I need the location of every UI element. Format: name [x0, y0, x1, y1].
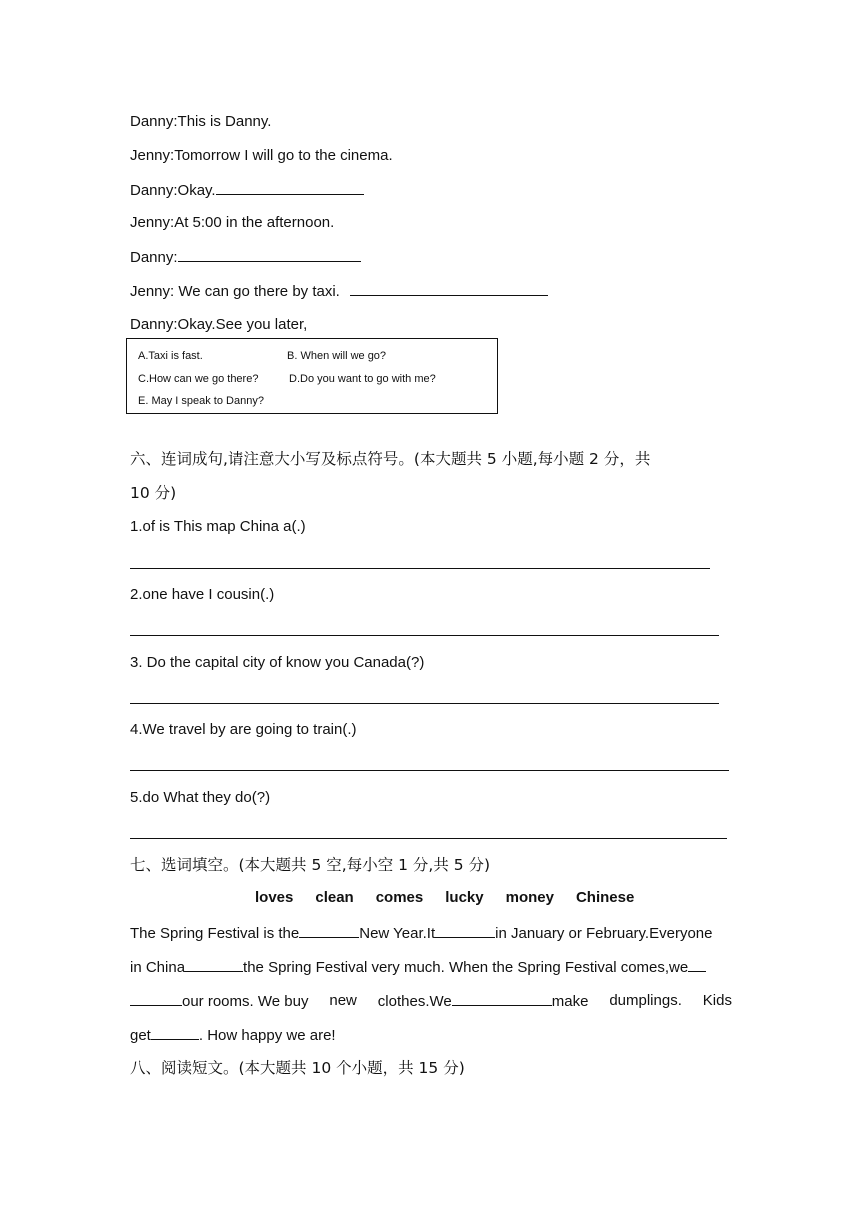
option-d: D.Do you want to go with me?: [289, 373, 436, 385]
dialogue-text: Danny:Okay.: [130, 182, 216, 199]
passage-text: get: [130, 1027, 151, 1044]
word-bank: [255, 889, 656, 906]
answer-blank[interactable]: [299, 923, 359, 938]
option-b: B. When will we go?: [287, 350, 387, 362]
answer-blank[interactable]: [688, 957, 706, 972]
sentence-item-1: 1.of is This map China a(.): [130, 518, 306, 535]
sentence-item-3: 3. Do the capital city of know you Canada(?): [130, 654, 425, 671]
sentence-item-4: 4.We travel by are going to train(.): [130, 721, 357, 738]
passage-text: make: [551, 993, 589, 1010]
dialogue-line-3: [130, 180, 364, 201]
sentence-item-2: 2.one have I cousin(.): [130, 586, 275, 603]
sentence-item-5: 5.do What they do(?): [130, 789, 271, 806]
dialogue-text: Jenny: We can go there by taxi.: [130, 283, 340, 300]
dialogue-line-5: [130, 247, 361, 268]
answer-blank[interactable]: [130, 991, 182, 1006]
passage-text: in China: [130, 959, 186, 976]
passage-text: . How happy we are!: [198, 1027, 336, 1044]
passage-text: dumplings.: [609, 992, 682, 1009]
dialogue-text: Jenny:At 5:00 in the afternoon.: [130, 214, 335, 231]
passage-line-1: [130, 923, 732, 944]
answer-blank[interactable]: [350, 281, 548, 296]
word-bank-item: clean: [315, 889, 354, 906]
option-e: E. May I speak to Danny?: [138, 395, 264, 407]
dialogue-line-6: [130, 281, 548, 302]
passage-text: The Spring Festival is the: [130, 925, 300, 942]
passage-text: Kids: [702, 992, 732, 1009]
answer-blank[interactable]: [435, 923, 495, 938]
passage-text: in January or February.Everyone: [495, 925, 713, 942]
section-6-heading-cont: 10 分): [130, 484, 177, 502]
passage-line-2: [130, 957, 732, 978]
passage-text: New Year.It: [359, 925, 436, 942]
dialogue-text: Danny:Okay.See you later,: [130, 316, 308, 333]
answer-blank[interactable]: [216, 180, 364, 195]
answer-line-5[interactable]: [130, 838, 727, 839]
dialogue-line-2: [130, 146, 393, 166]
dialogue-text: Danny:This is Danny.: [130, 113, 272, 130]
options-box: [126, 338, 498, 414]
answer-blank[interactable]: [178, 247, 361, 262]
dialogue-line-1: [130, 112, 271, 132]
dialogue-line-4: [130, 213, 334, 233]
passage-line-3: [130, 991, 732, 1012]
word-bank-item: lucky: [445, 889, 484, 906]
dialogue-text: Danny:: [130, 249, 178, 266]
option-a: A.Taxi is fast.: [138, 350, 203, 362]
dialogue-line-7: [130, 315, 307, 335]
answer-line-1[interactable]: [130, 568, 710, 569]
answer-line-4[interactable]: [130, 770, 729, 771]
section-7-heading: 七、选词填空。(本大题共 5 空,每小空 1 分,共 5 分): [130, 856, 491, 874]
word-bank-item: comes: [375, 889, 424, 906]
passage-line-4: [130, 1025, 336, 1046]
passage-text: clothes.We: [377, 993, 452, 1010]
word-bank-item: loves: [255, 889, 294, 906]
answer-blank[interactable]: [185, 957, 243, 972]
answer-blank[interactable]: [151, 1025, 199, 1040]
passage-text: the Spring Festival very much. When the Spring Festival comes,we: [243, 959, 689, 976]
passage-text: our rooms. We buy: [182, 993, 309, 1010]
answer-line-2[interactable]: [130, 635, 719, 636]
answer-line-3[interactable]: [130, 703, 719, 704]
passage-text: new: [329, 992, 357, 1009]
section-8-heading: 八、阅读短文。(本大题共 10 个小题，共 15 分): [130, 1059, 465, 1077]
dialogue-text: Jenny:Tomorrow I will go to the cinema.: [130, 147, 393, 164]
word-bank-item: money: [505, 889, 554, 906]
option-c: C.How can we go there?: [138, 373, 259, 385]
word-bank-item: Chinese: [575, 889, 635, 906]
section-6-heading: 六、连词成句,请注意大小写及标点符号。(本大题共 5 小题,每小题 2 分，共: [130, 450, 651, 468]
answer-blank[interactable]: [452, 991, 552, 1006]
